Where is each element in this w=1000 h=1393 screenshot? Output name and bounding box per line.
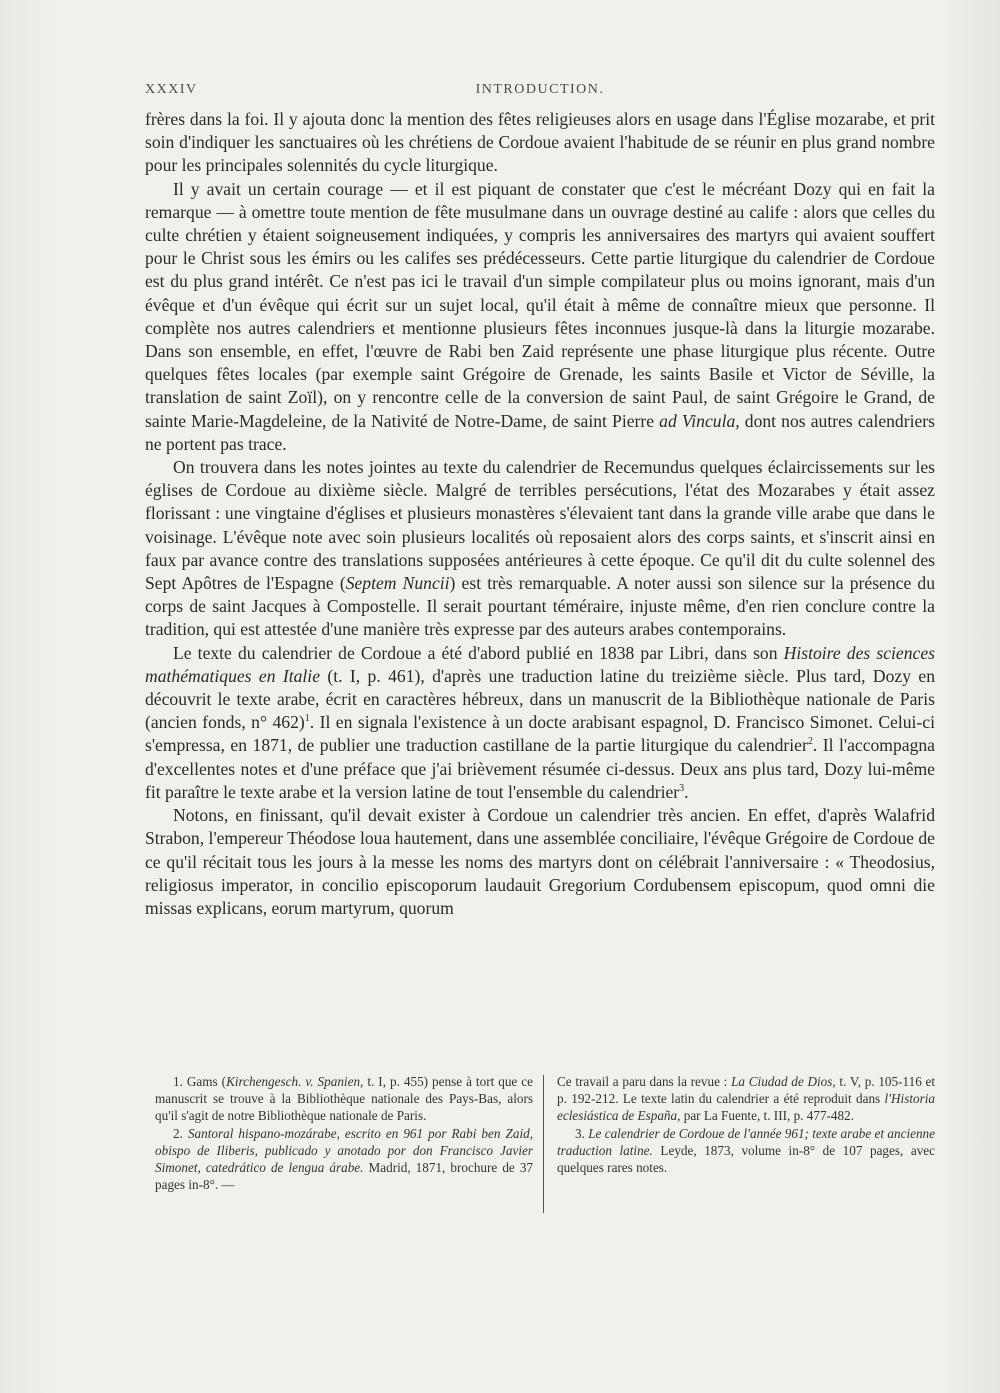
- running-head: [145, 82, 935, 104]
- paragraph-2: Il y avait un certain courage — et il est piquant de constater que c'est le mécréant Dozy qui en fait la remarque — à omettre toute mention de fête musulmane dans un ouvrage destiné au calife : alors que celles du culte chrétien y étaient soigneusement indiquées, y compris les anniversaires des martyrs qui avaient souffert pour le Christ sous les émirs ou les califes ses prédécesseurs. Cette partie liturgique du calendrier de Cordoue est du plus grand intérêt. Ce n'est pas ici le travail d'un simple compilateur plus ou moins ignorant, mais d'un évêque et d'un évêque qui écrit sur un sujet local, qu'il était à même de connaître mieux que personne. Il complète nos autres calendriers et mentionne plusieurs fêtes inconnues jusque-là dans la liturgie mozarabe. Dans son ensemble, en effet, l'œuvre de Rabi ben Zaid représente une phase liturgique plus récente. Outre quelques fêtes locales (par exemple saint Grégoire de Grenade, les saints Basile et Victor de Séville, la translation de saint Zoïl), on y rencontre celle de la conversion de saint Paul, de saint Grégoire le Grand, de sainte Marie-Magdeleine, de la Nativité de Notre-Dame, de saint Pierre ad Vincula, dont nos autres calendriers ne portent pas trace.: [145, 178, 935, 454]
- footnotes-right-column: [557, 1073, 935, 1176]
- footnote-ref-3[interactable]: 3: [679, 783, 685, 795]
- footnote-ref-1[interactable]: 1: [304, 713, 310, 725]
- paragraph-3: On trouvera dans les notes jointes au texte du calendrier de Recemundus quelques éclaircissements sur les églises de Cordoue au dixième siècle. Malgré de terribles persécutions, l'état des Mozarabes y était assez florissant : une vingtaine d'églises et plusieurs monastères s'élevaient tant dans la grande ville arabe que dans le voisinage. L'évêque note avec soin plusieurs localités où reposaient alors des corps saints, et s'inscrit ainsi en faux par avance contre des translations supposées antérieures à cette époque. Ce qu'il dit du culte solennel des Sept Apôtres de l'Espagne (Septem Nuncii) est très remarquable. A noter aussi son silence sur la présence du corps de saint Jacques à Compostelle. Il serait pourtant téméraire, injuste même, d'en rien conclure contre la tradition, qui est attestée d'une manière très expresse par des auteurs arabes contemporains.: [145, 457, 936, 640]
- footnotes-left-column: [155, 1073, 533, 1193]
- page-number: XXXIV: [145, 82, 198, 97]
- paragraph-5: Notons, en finissant, qu'il devait exister à Cordoue un calendrier très ancien. En effet, d'après Walafrid Strabon, l'empereur Théodose loua hautement, dans une assemblée conciliaire, l'évêque Grégoire de Cordoue de ce qu'il récitait tous les jours à la messe les noms des martyrs dont on célébrait l'anniversaire : « Theodosius, religiosus imperator, in concilio episcoporum laudauit Gregorium Cordubensem episcopum, quod omni die missas explicans, eorum martyrum, quorum: [145, 805, 935, 918]
- italic-ad-vincula: ad Vincula,: [659, 410, 740, 431]
- paragraph-4: Le texte du calendrier de Cordoue a été d'abord publié en 1838 par Libri, dans son Histoire des sciences mathématiques en Italie (t. I, p. 461), d'après une traduction latine du treizième siècle. Plus tard, Dozy en découvrit le texte arabe, écrit en caractères hébreux, dans un manuscrit de la Bibliothèque nationale de Paris (ancien fonds, n° 462)$^1$. Il en signala l'existence à un docte arabisant espagnol, D. Francisco Simonet. Celui-ci s'empressa, en 1871, de publier une traduction castillane de la partie liturgique du calendrier$^2$. Il l'accompagna d'excellentes notes et d'une préface que j'ai brièvement résumée ci-dessus. Deux ans plus tard, Dozy lui-même fit paraître le texte arabe et la version latine de tout l'ensemble du calendrier$^3$.: [145, 642, 935, 802]
- running-title: INTRODUCTION.: [475, 82, 605, 97]
- italic-septem-nuncii: Septem Nuncii: [345, 573, 450, 594]
- paragraph-1: frères dans la foi. Il y ajouta donc la mention des fêtes religieuses alors en usage dans l'Église mozarabe, et prit soin d'indiquer les sanctuaires où les chrétiens de Cordoue avaient l'habitude de se réunir en plus grand nombre pour les principales solennités du cycle liturgique.: [145, 109, 935, 176]
- footnote-1: 1. Gams (Kirchengesch. v. Spanien, t. I, p. 455) pense à tort que ce manuscrit se trouve à la Bibliothèque nationale des Pays-Bas, alors qu'il s'agit de notre Bibliothèque nationale de Paris.: [155, 1074, 533, 1124]
- column-divider: [543, 1075, 544, 1213]
- main-text: [145, 108, 935, 920]
- italic-histoire-sciences: Histoire des sciences mathématiques en Italie: [145, 642, 935, 686]
- footnote-3: 3. Le calendrier de Cordoue de l'année 961; texte arabe et ancienne traduction latine. Leyde, 1873, volume in-8° de 107 pages, avec quelques rares notes.: [557, 1125, 936, 1176]
- footnote-2-continued: Ce travail a paru dans la revue : La Ciudad de Dios, t. V, p. 105-116 et p. 192-212. Le texte latin du calendrier a été reproduit dans l'Historia eclesiástica de España, par La Fuente, t. III, p. 477-482.: [557, 1074, 936, 1124]
- footnote-ref-2[interactable]: 2: [807, 736, 813, 748]
- footnote-2: 2. Santoral hispano-mozárabe, escrito en 961 por Rabi ben Zaid, obispo de Iliberis, publicado y anotado por don Francisco Javier Simonet, catedrático de lengua árabe. Madrid, 1871, brochure de 37 pages in-8°. —: [155, 1125, 534, 1193]
